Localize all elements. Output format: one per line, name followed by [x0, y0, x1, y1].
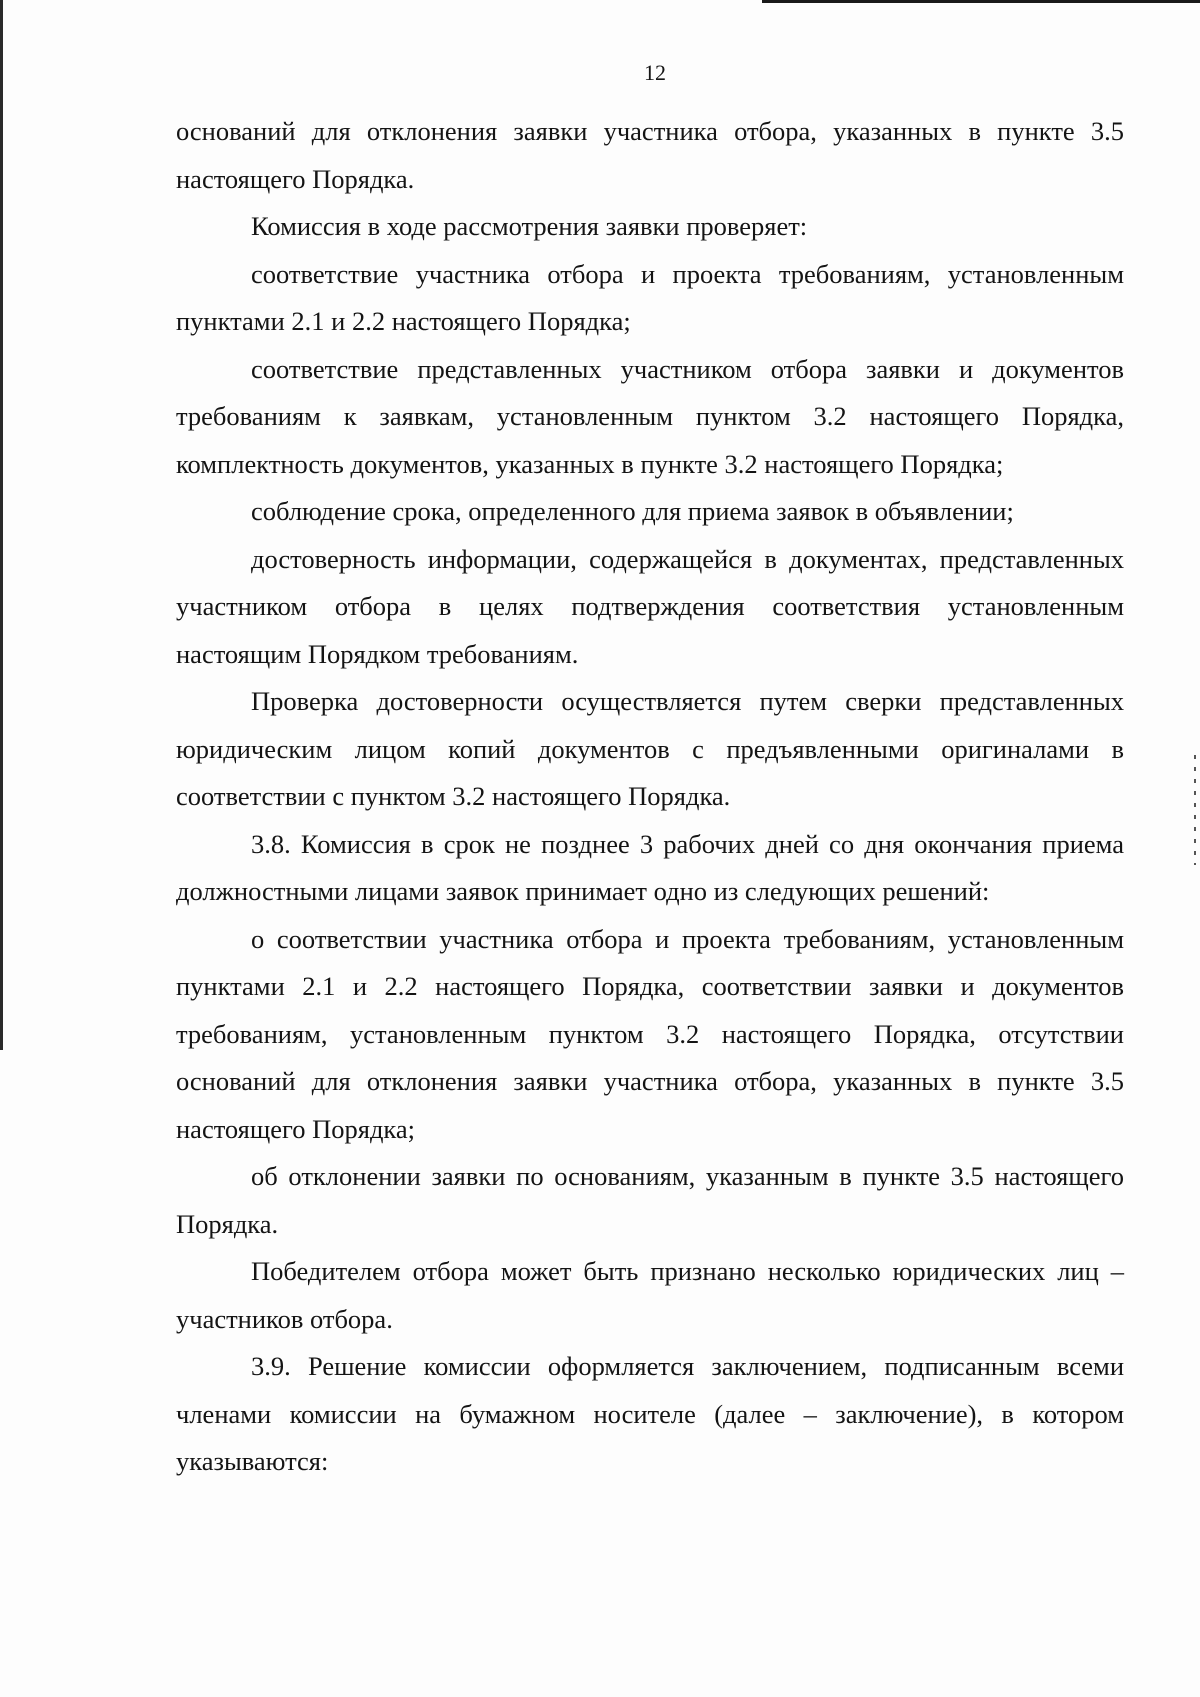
- scan-edge-left: [0, 0, 3, 1050]
- paragraph-winners: Победителем отбора может быть признано несколько юридических лиц – участников отбора.: [176, 1256, 1124, 1334]
- paragraph-reliability: достоверность информации, содержащейся в документах, представленных участником отбора в целях подтверждения соответствия установленным настоящим Порядком требованиям.: [176, 543, 1124, 669]
- paragraph-section-3-8: 3.8. Комиссия в срок не позднее 3 рабочих дней со дня окончания приема должностными лицами заявок принимает одно из следующих решений:: [176, 828, 1124, 906]
- paragraph-participant-compliance: соответствие участника отбора и проекта требованиям, установленным пунктами 2.1 и 2.2 настоящего Порядка;: [176, 258, 1124, 336]
- paragraph-decision-compliance: о соответствии участника отбора и проекта требованиям, установленным пунктами 2.1 и 2.2 настоящего Порядка, соответствии заявки и документов требованиям, установленным пунктом 3.2 настоящего Порядка, отсутствии оснований для отклонения заявки участника отбора, указанных в пункте 3.5 настоящего Порядка;: [176, 923, 1124, 1144]
- scan-edge-right: [1194, 755, 1196, 865]
- document-body: [176, 108, 1124, 1486]
- scan-edge-top: [762, 0, 1200, 3]
- page-number: 12: [644, 60, 666, 85]
- paragraph-commission-checks: Комиссия в ходе рассмотрения заявки проверяет:: [251, 211, 808, 241]
- paragraph-decision-rejection: об отклонении заявки по основаниям, указанным в пункте 3.5 настоящего Порядка.: [176, 1161, 1124, 1239]
- paragraph-deadline: соблюдение срока, определенного для приема заявок в объявлении;: [251, 496, 1014, 526]
- paragraph-continuation: оснований для отклонения заявки участника отбора, указанных в пункте 3.5 настоящего Порядка.: [176, 116, 1124, 194]
- paragraph-verification: Проверка достоверности осуществляется путем сверки представленных юридическим лицом копий документов с предъявленными оригиналами в соответствии с пунктом 3.2 настоящего Порядка.: [176, 686, 1124, 811]
- paragraph-documents-compliance: соответствие представленных участником отбора заявки и документов требованиям к заявкам, установленным пунктом 3.2 настоящего Порядка, комплектность документов, указанных в пункте 3.2 настоящего Порядка;: [176, 353, 1124, 479]
- paragraph-section-3-9: 3.9. Решение комиссии оформляется заключением, подписанным всеми членами комиссии на бумажном носителе (далее – заключение), в котором указываются:: [176, 1351, 1124, 1476]
